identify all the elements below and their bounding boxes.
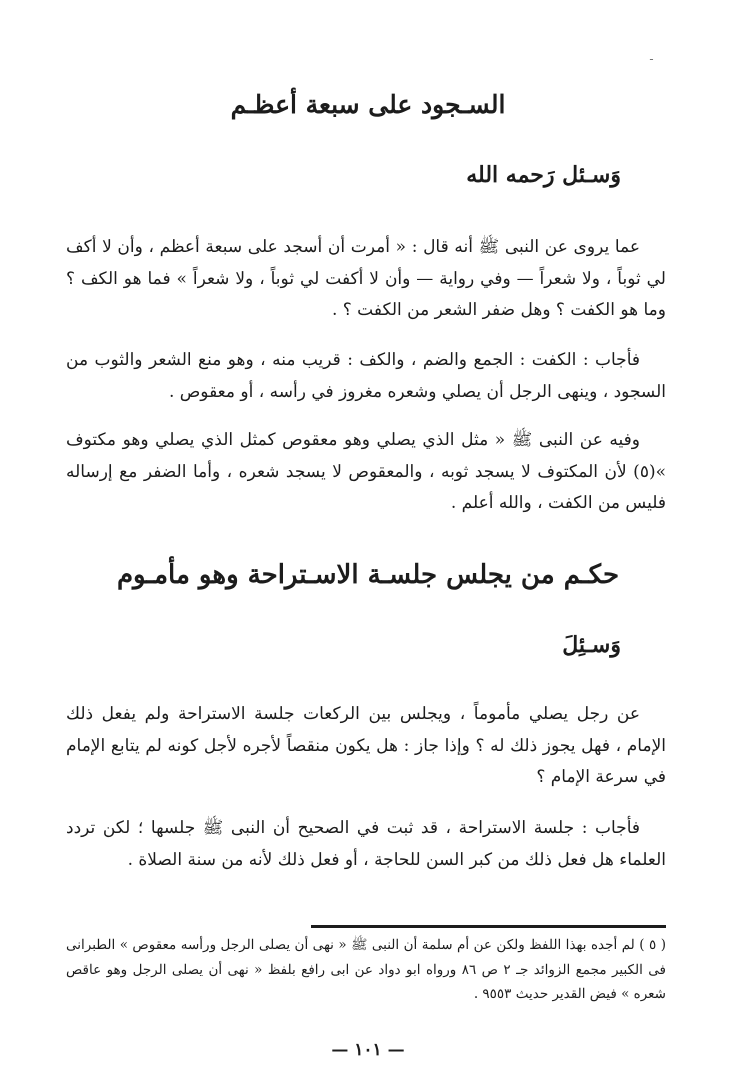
footnote: ( ٥ ) لم أجده بهذا اللفظ ولكن عن أم سلمة أن النبى ﷺ « نهى أن يصلى الرجل ورأسه معقوص » الطبرانى فى الكبير مجمع الزوائد جـ ٢ ص ٨٦ ورواه ابو دواد عن ابى رافع بلفظ « نهى أن يصلى الرجل وهو عاقص شعره » فيض القدير حديث ٩٥٥٣ . [66,937,666,1002]
question-label-1: وَسـئل رَحمه الله [466,162,621,188]
paragraph-question-2: عن رجل يصلي مأموماً ، ويجلس بين الركعات جلسة الاستراحة ولم يفعل ذلك الإمام ، فهل يجوز ذلك له ؟ وإذا جاز : هل يكون منقصاً لأجره لأجل كونه لم يتابع الإمام في سرعة الإمام ؟ [66,704,666,787]
corner-mark: ـ [650,52,653,63]
page-number: — ١٠١ — [331,1040,405,1060]
section-heading-prostration: السـجود على سبعة أعظـم [230,90,506,119]
paragraph-answer-1: فأجاب : الكفت : الجمع والضم ، والكف : قريب منه ، وهو منع الشعر والثوب من السجود ، وينهى الرجل أن يصلي وشعره مغروز في رأسه ، أو معقوص . [66,350,666,402]
paragraph-hadith: وفيه عن النبى ﷺ « مثل الذي يصلي وهو معقوص كمثل الذي يصلي وهو مكتوف »(٥) لأن المكتوف لا يسجد ثوبه ، والمعقوص لا يسجد شعره ، وأما الضفر مع إرساله فليس من الكفت ، والله أعلم . [66,430,666,513]
footnote-divider [311,925,666,928]
section-heading-rest-sitting: حكـم من يجلس جلسـة الاسـتراحة وهو مأمـوم [116,560,620,590]
paragraph-question-1: عما يروى عن النبى ﷺ أنه قال : « أمرت أن أسجد على سبعة أعظم ، وأن لا أكف لي ثوباً ، ولا شعراً — وفي رواية — وأن لا أكفت لي ثوباً ، ولا شعراً » فما هو الكف ؟ وما هو الكفت ؟ وهل ضفر الشعر من الكفت ؟ . [66,237,666,320]
question-label-2: وَسـئِلَ [562,632,621,658]
paragraph-answer-2: فأجاب : جلسة الاستراحة ، قد ثبت في الصحيح أن النبى ﷺ جلسها ؛ لكن تردد العلماء هل فعل ذلك من كبر السن للحاجة ، أو فعل ذلك لأنه من سنة الصلاة . [66,818,666,870]
